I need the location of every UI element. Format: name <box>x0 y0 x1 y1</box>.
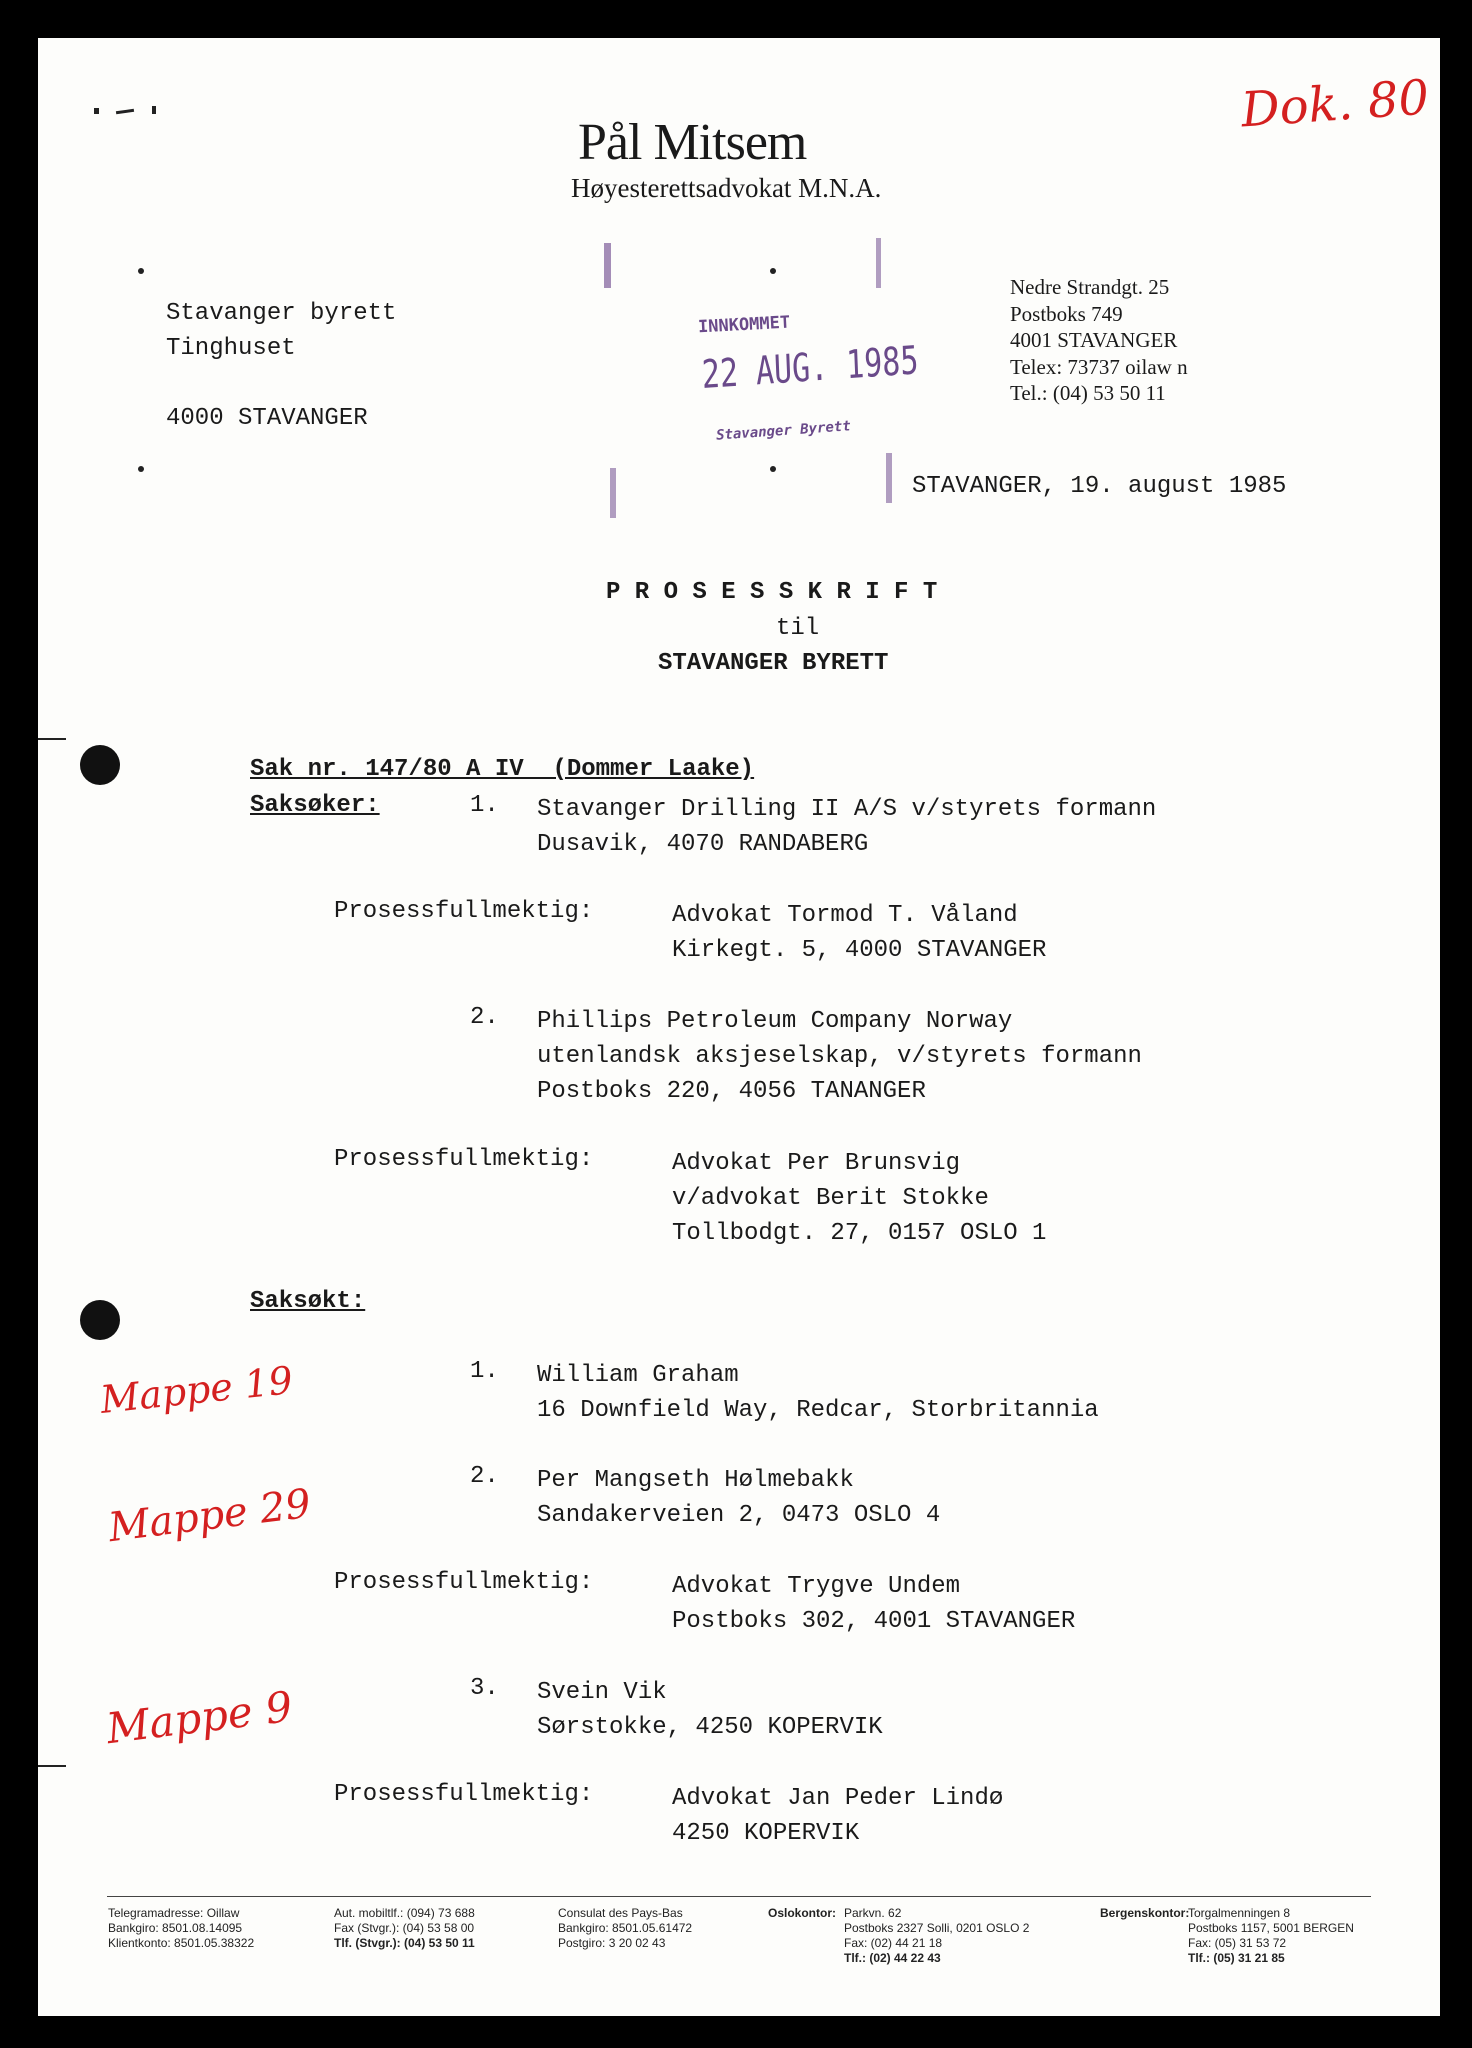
recipient-line: Stavanger byrett <box>166 300 397 327</box>
counsel-line: Advokat Jan Peder Lindø <box>672 1785 1004 1812</box>
stamp-received: INNKOMMET <box>697 312 791 338</box>
recipient-line: Tinghuset <box>166 335 296 362</box>
document-title: P R O S E S S K R I F T <box>606 579 938 606</box>
received-stamp <box>598 238 920 538</box>
plaintiff-block <box>537 1004 1142 1109</box>
doc-number-mark: Dok. 80 <box>1239 69 1431 139</box>
footer-col-label: Bergenskontor: <box>1100 1906 1190 1920</box>
plaintiff-line: Stavanger Drilling II A/S v/styrets formann <box>537 796 1157 823</box>
defendant-number: 1. <box>470 1358 499 1385</box>
defendant-block <box>537 1675 883 1745</box>
address-line: Tel.: (04) 53 50 11 <box>1010 381 1166 405</box>
counsel-block <box>672 1146 1046 1251</box>
footer-line: Tlf.: (05) 31 21 85 <box>1188 1951 1285 1965</box>
defendants-label: Saksøkt: <box>250 1288 366 1315</box>
address-line: Telex: 73737 oilaw n <box>1010 354 1188 379</box>
stamp-court: Stavanger Byrett <box>715 418 852 444</box>
margin-note: Mappe 29 <box>105 1480 314 1552</box>
fold-mark <box>770 268 776 274</box>
defendant-number: 3. <box>470 1675 499 1702</box>
defendant-line: Sandakerveien 2, 0473 OSLO 4 <box>537 1502 941 1529</box>
footer-line: Fax: (05) 31 53 72 <box>1188 1936 1287 1950</box>
margin-mark <box>38 1765 66 1767</box>
plaintiffs-label: Saksøker: <box>250 792 380 819</box>
footer-line: Telegramadresse: Oillaw <box>108 1906 240 1920</box>
margin-note: Mappe 9 <box>103 1681 296 1754</box>
margin-note: Mappe 19 <box>98 1358 295 1422</box>
counsel-line: Tollbodgt. 27, 0157 OSLO 1 <box>672 1220 1047 1247</box>
footer-line: Postgiro: 3 20 02 43 <box>558 1936 666 1950</box>
footer-col <box>108 1906 254 1951</box>
document-page <box>38 38 1440 2016</box>
defendant-block <box>537 1463 940 1533</box>
hole-punch <box>80 745 120 785</box>
scan-mark <box>94 106 164 114</box>
recipient-block <box>166 296 396 436</box>
stamp-date: 22 AUG. 1985 <box>701 338 920 399</box>
footer-col <box>1188 1906 1354 1966</box>
defendant-line: Per Mangseth Hølmebakk <box>537 1467 854 1494</box>
footer-line: Postboks 1157, 5001 BERGEN <box>1188 1921 1354 1935</box>
recipient-line: 4000 STAVANGER <box>166 405 368 432</box>
letterhead-name: Pål Mitsem <box>578 114 807 171</box>
footer-line: Fax: (02) 44 21 18 <box>844 1936 943 1950</box>
footer-line: Fax (Stvgr.): (04) 53 58 00 <box>334 1921 475 1935</box>
plaintiff-number: 2. <box>470 1004 499 1031</box>
defendant-line: Sørstokke, 4250 KOPERVIK <box>537 1714 883 1741</box>
defendant-block <box>537 1358 1099 1428</box>
counsel-line: Kirkegt. 5, 4000 STAVANGER <box>672 937 1047 964</box>
counsel-line: Advokat Trygve Undem <box>672 1573 961 1600</box>
counsel-label: Prosessfullmektig: <box>334 1781 594 1808</box>
plaintiff-line: Dusavik, 4070 RANDABERG <box>537 831 869 858</box>
document-to: til <box>776 615 820 642</box>
counsel-label: Prosessfullmektig: <box>334 898 594 925</box>
footer-line: Consulat des Pays-Bas <box>558 1906 683 1920</box>
footer-line: Tlf.: (02) 44 22 43 <box>844 1951 941 1965</box>
footer-col <box>844 1906 1029 1966</box>
fold-mark <box>770 466 776 472</box>
defendant-number: 2. <box>470 1463 499 1490</box>
counsel-block <box>672 1781 1003 1851</box>
footer-line: Bankgiro: 8501.05.61472 <box>558 1921 693 1935</box>
footer-rule <box>107 1896 1371 1897</box>
margin-mark <box>38 738 66 740</box>
footer-line: Bankgiro: 8501.08.14095 <box>108 1921 243 1935</box>
address-line: Nedre Strandgt. 25 <box>1010 275 1170 299</box>
footer-line: Parkvn. 62 <box>844 1906 902 1920</box>
counsel-block <box>672 1569 1075 1639</box>
footer-line: Torgalmenningen 8 <box>1188 1906 1291 1920</box>
defendant-line: 16 Downfield Way, Redcar, Storbritannia <box>537 1397 1099 1424</box>
footer-line: Klientkonto: 8501.05.38322 <box>108 1936 255 1950</box>
footer-col <box>334 1906 475 1951</box>
counsel-label: Prosessfullmektig: <box>334 1146 594 1173</box>
document-court: STAVANGER BYRETT <box>658 650 889 677</box>
counsel-line: v/advokat Berit Stokke <box>672 1185 989 1212</box>
footer-line: Tlf. (Stvgr.): (04) 53 50 11 <box>334 1936 475 1950</box>
plaintiff-line: Phillips Petroleum Company Norway <box>537 1008 1013 1035</box>
counsel-line: Postboks 302, 4001 STAVANGER <box>672 1608 1076 1635</box>
footer-col <box>558 1906 692 1951</box>
fold-mark <box>138 466 144 472</box>
plaintiff-line: Postboks 220, 4056 TANANGER <box>537 1078 926 1105</box>
counsel-line: 4250 KOPERVIK <box>672 1820 860 1847</box>
defendant-line: Svein Vik <box>537 1679 667 1706</box>
counsel-block <box>672 898 1046 968</box>
footer-line: Postboks 2327 Solli, 0201 OSLO 2 <box>844 1921 1030 1935</box>
address-line: 4001 STAVANGER <box>1010 328 1178 352</box>
plaintiff-block <box>537 792 1156 862</box>
hole-punch <box>80 1300 120 1340</box>
plaintiff-line: utenlandsk aksjeselskap, v/styrets formann <box>537 1043 1142 1070</box>
counsel-line: Advokat Per Brunsvig <box>672 1150 961 1177</box>
footer-line: Aut. mobiltlf.: (094) 73 688 <box>334 1906 475 1920</box>
firm-address <box>1010 274 1188 407</box>
footer-col-label: Oslokontor: <box>768 1906 836 1920</box>
defendant-line: William Graham <box>537 1362 739 1389</box>
fold-mark <box>138 268 144 274</box>
letterhead-title: Høyesterettsadvokat M.N.A. <box>571 173 882 203</box>
counsel-label: Prosessfullmektig: <box>334 1569 594 1596</box>
counsel-line: Advokat Tormod T. Våland <box>672 902 1018 929</box>
address-line: Postboks 749 <box>1010 301 1123 326</box>
plaintiff-number: 1. <box>470 792 499 819</box>
place-date: STAVANGER, 19. august 1985 <box>912 473 1287 500</box>
case-number: Sak nr. 147/80 A IV (Dommer Laake) <box>250 756 755 783</box>
